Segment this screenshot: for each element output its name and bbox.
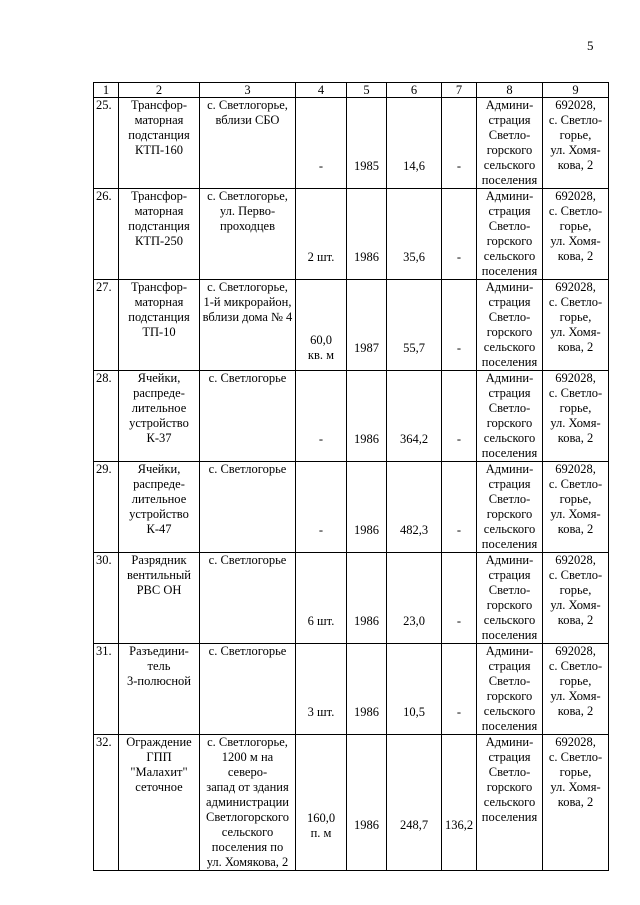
object-name: Трансфор- маторная подстанция КТП-160 [119,98,200,189]
column-header: 5 [347,83,387,98]
owner-name: Админи- страция Светло- горского сельского поселения [477,553,543,644]
column-header: 2 [119,83,200,98]
object-cost: 482,3 [387,462,442,553]
owner-name: Админи- страция Светло- горского сельского поселения [477,644,543,735]
object-address: с. Светлогорье [200,644,296,735]
owner-name: Админи- страция Светло- горского сельского поселения [477,280,543,371]
object-size: - [296,371,347,462]
table-row [94,644,609,735]
owner-name: Админи- страция Светло- горского сельского поселения [477,98,543,189]
object-depreciation: - [442,553,477,644]
object-year: 1986 [347,735,387,871]
object-year: 1986 [347,644,387,735]
owner-address: 692028, с. Светло- горье, ул. Хомя- кова, 2 [543,371,609,462]
object-year: 1986 [347,189,387,280]
object-size: 6 шт. [296,553,347,644]
column-header: 4 [296,83,347,98]
table-row [94,98,609,189]
table-row [94,189,609,280]
object-depreciation: - [442,280,477,371]
owner-address: 692028, с. Светло- горье, ул. Хомя- кова, 2 [543,462,609,553]
object-cost: 35,6 [387,189,442,280]
object-depreciation: - [442,189,477,280]
object-address: с. Светлогорье, вблизи СБО [200,98,296,189]
object-name: Ограждение ГПП "Малахит" сеточное [119,735,200,871]
object-size: 60,0 кв. м [296,280,347,371]
column-header: 8 [477,83,543,98]
object-depreciation: - [442,462,477,553]
owner-address: 692028, с. Светло- горье, ул. Хомя- кова, 2 [543,735,609,871]
owner-name: Админи- страция Светло- горского сельского поселения [477,371,543,462]
column-header: 6 [387,83,442,98]
object-size: 160,0 п. м [296,735,347,871]
owner-name: Админи- страция Светло- горского сельского поселения [477,735,543,871]
object-year: 1986 [347,462,387,553]
row-number: 28. [94,371,119,462]
page-number: 5 [587,38,594,53]
row-number: 25. [94,98,119,189]
object-size: - [296,462,347,553]
object-year: 1986 [347,371,387,462]
table-row [94,462,609,553]
object-cost: 14,6 [387,98,442,189]
object-cost: 55,7 [387,280,442,371]
object-address: с. Светлогорье [200,553,296,644]
object-cost: 23,0 [387,553,442,644]
owner-name: Админи- страция Светло- горского сельского поселения [477,462,543,553]
object-size: - [296,98,347,189]
object-address: с. Светлогорье, ул. Перво- проходцев [200,189,296,280]
object-cost: 10,5 [387,644,442,735]
owner-address: 692028, с. Светло- горье, ул. Хомя- кова, 2 [543,189,609,280]
table-row [94,371,609,462]
table-row [94,553,609,644]
object-depreciation: - [442,644,477,735]
owner-address: 692028, с. Светло- горье, ул. Хомя- кова, 2 [543,553,609,644]
object-depreciation: - [442,371,477,462]
object-size: 3 шт. [296,644,347,735]
row-number: 32. [94,735,119,871]
object-cost: 364,2 [387,371,442,462]
row-number: 31. [94,644,119,735]
owner-name: Админи- страция Светло- горского сельского поселения [477,189,543,280]
table-row [94,280,609,371]
column-header: 7 [442,83,477,98]
object-name: Ячейки, распреде- лительное устройство К-37 [119,371,200,462]
object-name: Трансфор- маторная подстанция КТП-250 [119,189,200,280]
owner-address: 692028, с. Светло- горье, ул. Хомя- кова, 2 [543,98,609,189]
object-depreciation: - [442,98,477,189]
column-header: 3 [200,83,296,98]
header-row [94,83,609,98]
row-number: 29. [94,462,119,553]
object-year: 1986 [347,553,387,644]
object-depreciation: 136,2 [442,735,477,871]
row-number: 30. [94,553,119,644]
table-body [94,98,609,871]
owner-address: 692028, с. Светло- горье, ул. Хомя- кова, 2 [543,280,609,371]
owner-address: 692028, с. Светло- горье, ул. Хомя- кова, 2 [543,644,609,735]
object-address: с. Светлогорье [200,462,296,553]
object-address: с. Светлогорье, 1200 м на северо- запад от здания администрации Светлогорского сельского поселения по ул. Хомякова, 2 [200,735,296,871]
object-cost: 248,7 [387,735,442,871]
object-year: 1987 [347,280,387,371]
column-header: 9 [543,83,609,98]
object-name: Разъедини- тель 3-полюсной [119,644,200,735]
table-row [94,735,609,871]
object-year: 1985 [347,98,387,189]
property-table [93,82,609,871]
object-name: Ячейки, распреде- лительное устройство К-47 [119,462,200,553]
row-number: 27. [94,280,119,371]
object-name: Трансфор- маторная подстанция ТП-10 [119,280,200,371]
object-address: с. Светлогорье, 1-й микрорайон, вблизи дома № 4 [200,280,296,371]
object-size: 2 шт. [296,189,347,280]
object-name: Разрядник вентильный РВС ОН [119,553,200,644]
column-header: 1 [94,83,119,98]
row-number: 26. [94,189,119,280]
object-address: с. Светлогорье [200,371,296,462]
